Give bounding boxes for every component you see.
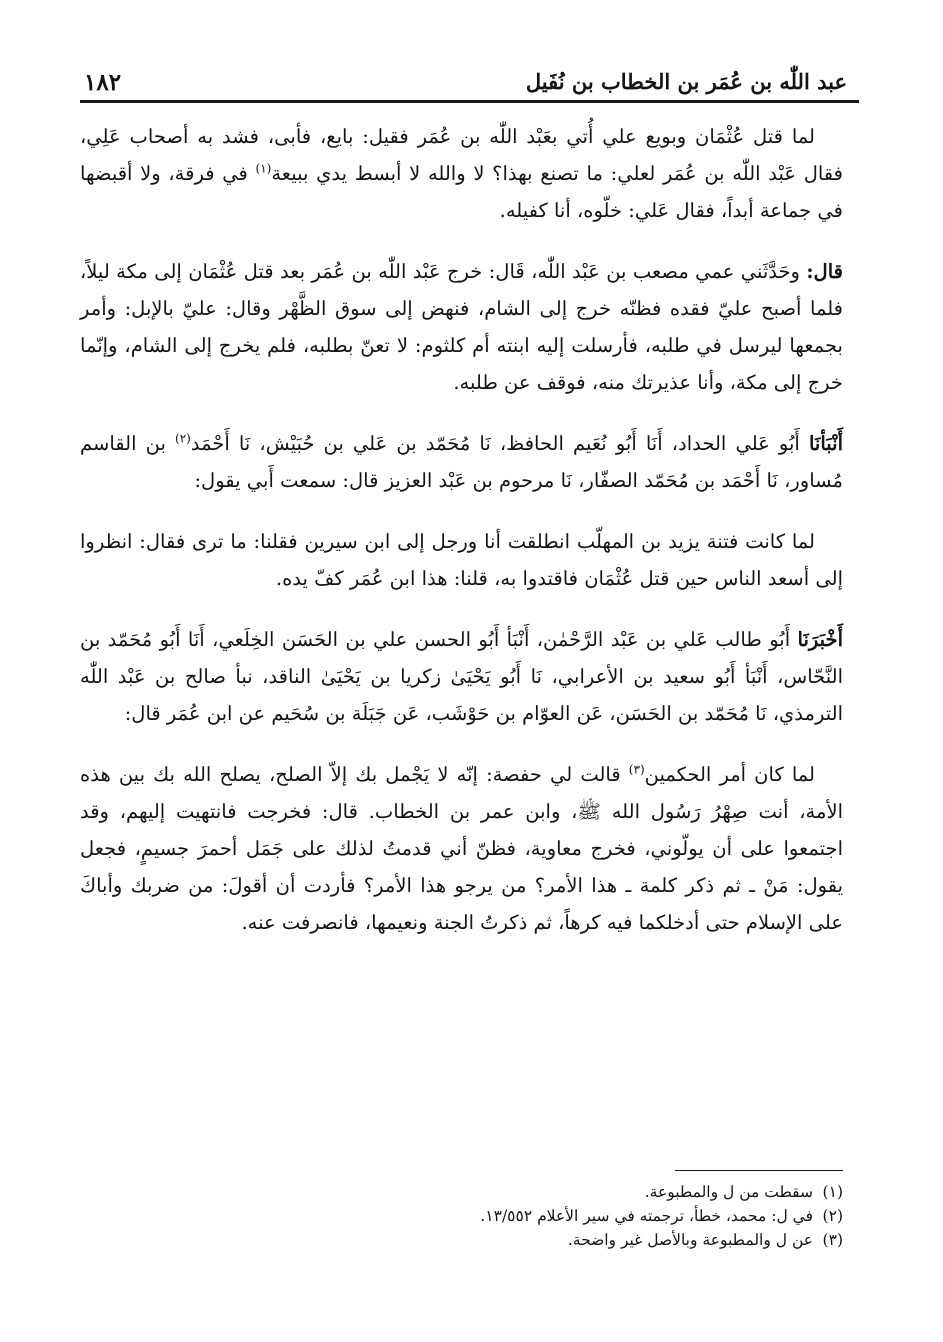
paragraph-lead: أَخْبَرَنَا [797,628,843,651]
footnote-number: (٣) [822,1231,843,1249]
paragraph-3 [80,425,843,499]
paragraph-text-after: بن القاسم مُساور، نَا أَحْمَد بن مُحَمّد الصفّار، نَا مرحوم بن عَبْد العزيز قال: سمعت أَبي يقول: [80,432,843,492]
paragraph-5 [80,621,843,732]
main-text [80,118,843,965]
paragraph-text: وحَدَّثَني عمي مصعب بن عَبْد اللّٰه، قَال: خرج عَبْد اللّٰه بن عُمَر بعد قتل عُثْمَان إلى مكة ليلاً، فلما أصبح عليّ فقده فظنّه خرج إلى الشام، فنهض إلى سوق الظَّهْر وقال: عليّ بالإبل: وأمر بجمعها ليرسل في طلبه، فأرسلت إليه ابنته أم كلثوم: لا تعنّ بطلبه، فلم يخرج إلى الشام، وإنّما خرج إلى مكة، وأنا عذيرتك منه، فوقف عن طلبه. [80,260,843,394]
footnote-divider [675,1170,843,1171]
paragraph-text: أَبُو طالب عَلي بن عَبْد الرَّحْمٰن، أَنْبَأ أَبُو الحسن علي بن الحَسَن الخِلَعي، أَنَا أَبُو مُحَمّد بن النَّحّاس، أَنْبَأ أَبُو سعيد بن الأعرابي، نَا أَبُو يَحْيَىٰ زكريا بن يَحْيَىٰ الناقد، نبأ صالح بن عَبْد اللّٰه الترمذي، نَا مُحَمّد بن الحَسَن، عَن العوّام بن حَوْشَب، عَن جَبَلَة بن سُحَيم عن ابن عُمَر قال: [80,628,843,725]
paragraph-text: أَبُو عَلي الحداد، أَنَا أَبُو نُعَيم الحافظ، نَا مُحَمّد بن عَلي بن حُبَيْش، نَا أَحْمَد [190,432,809,455]
paragraph-text-after: في فرقة، ولا أقبضها في جماعة أبداً، فقال عَلي: خلّوه، أنا كفيله. [80,162,843,222]
running-header [80,50,859,103]
paragraph-text-after: قالت لي حفصة: إنّه لا يَجْمل بك إلاّ الصلح، يصلح الله بك بين هذه الأمة، أنت صِهْرُ رَسُول الله ﷺ، وابن عمر بن الخطاب. قال: فخرجت فانتهيت إليهم، وقد اجتمعوا على أن يولّوني، فخرج معاوية، فظنّ أني قدمتُ لذلك على جَمَل أحمرَ جسيمٍ، فجعل يقول: مَنْ ـ ثم ذكر كلمة ـ هذا الأمر؟ من يرجو هذا الأمر؟ فأردت أن أقولَ: من ضربك وأباكَ على الإسلام حتى أدخلكما فيه كرهاً، ثم ذكرتُ الجنة ونعيمها، فانصرفت عنه. [80,763,843,934]
footnote-text: سقطت من ل والمطبوعة. [644,1183,813,1201]
footnotes [80,1180,843,1252]
footnote-item [80,1228,843,1252]
footnote-ref: (١) [255,161,272,176]
paragraph-text: لما كانت فتنة يزيد بن المهلّب انطلقت أنا ورجل إلى ابن سيرين فقلنا: ما ترى فقال: انظروا إلى أسعد الناس حين قتل عُثْمَان فاقتدوا به، قلنا: هذا ابن عُمَر كفّ يده. [80,530,843,590]
paragraph-2 [80,253,843,401]
footnote-ref: (٣) [628,762,645,777]
paragraph-lead: قال: [806,260,843,283]
paragraph-text: لما قتل عُثْمَان وبويع علي أُتي بعَبْد اللّٰه بن عُمَر فقيل: بايع، فأبى، فشد به أصحاب عَلِي، فقال عَبْد اللّٰه بن عُمَر لعلي: ما تصنع بهذا؟ لا والله لا أبسط يدي ببيعة [80,125,843,185]
paragraph-text: لما كان أمر الحكمين [644,763,815,786]
footnote-text: عن ل والمطبوعة وبالأصل غير واضحة. [567,1231,813,1249]
footnote-number: (٢) [822,1207,843,1225]
paragraph-4 [80,523,843,597]
footnote-text: في ل: محمد، خطأ، ترجمته في سير الأعلام ١٣/٥٥٢. [480,1207,813,1225]
footnote-item [80,1204,843,1228]
footnote-ref: (٢) [175,431,191,446]
paragraph-lead: أَنْبَأنَا [808,432,844,455]
header-title: عبد اللّٰه بن عُمَر بن الخطاب بن نُفَيل [525,69,847,94]
page-number: ١٨٢ [84,69,122,96]
footnote-number: (١) [822,1183,843,1201]
paragraph-6 [80,756,843,941]
footnote-item [80,1180,843,1204]
paragraph-1 [80,118,843,229]
